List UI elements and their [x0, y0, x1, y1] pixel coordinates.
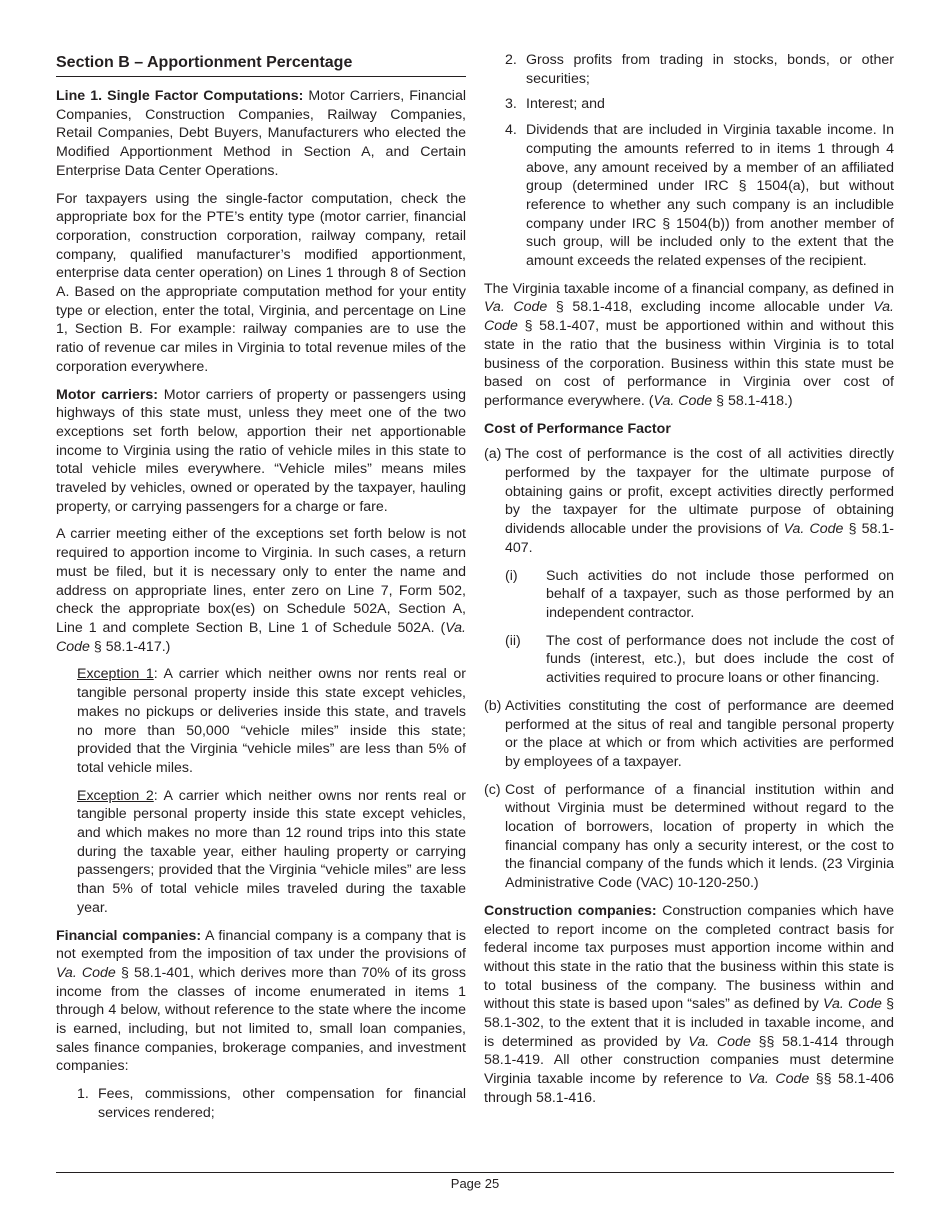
- cop-item-a-i: [484, 567, 894, 623]
- paragraph-text: § 58.1-418.): [712, 392, 793, 409]
- list-item-text: Dividends that are included in Virginia taxable income. In computing the amounts referred to in items 1 through 4 above, any amount received by a member of an affiliated group (determined under IRC § 1504(a), but without reference to whether any such company is an includible company under IRC § 1504(b)) from another member of such group, will be included only to the extent that the amount exceeds the related expenses of the recipient.: [526, 122, 894, 270]
- item-label: (c): [484, 781, 501, 798]
- item-label: (ii): [505, 632, 521, 649]
- list-number: 3.: [505, 96, 517, 113]
- list-item: [484, 51, 894, 88]
- list-item: [484, 121, 894, 271]
- list-item-text: Interest; and: [526, 96, 605, 113]
- financial-text-end: § 58.1-401, which derives more than 70% of its gross income from the classes of income enumerated in items 1 through 4 below, without reference to the state where the income is earned, including, but not limited to, small loan companies, sales finance companies, brokerage companies, and investment companies:: [56, 964, 466, 1075]
- financial-income-paragraph: [484, 280, 894, 411]
- financial-companies-paragraph: [56, 927, 466, 1077]
- list-number: 1.: [77, 1086, 89, 1103]
- list-number: 4.: [505, 122, 517, 139]
- motor-carriers-paragraph: [56, 386, 466, 517]
- paragraph-text: § 58.1-407, must be apportioned within and without this state in the ratio that the business within Virginia is to total business of the corporation. Business within this state must be based on cost of performance in Virginia over cost of performance everywhere. (: [484, 318, 894, 409]
- code-citation: Va. Code: [56, 619, 466, 655]
- code-citation: Va. Code: [56, 964, 116, 981]
- paragraph-text: § 58.1-302, to the extent that it is included in taxable income, and is determined as provided by: [484, 996, 894, 1050]
- paragraph-text: §§ 58.1-414 through 58.1-419. All other construction companies must determine Virginia taxable income by reference to: [484, 1033, 895, 1088]
- paragraph-text: §§ 58.1-406 through 58.1-416.: [484, 1071, 894, 1106]
- carrier-exceptions-paragraph: [56, 525, 466, 656]
- code-citation: Va. Code: [484, 299, 894, 335]
- cop-item-a-ii: [484, 632, 894, 688]
- item-label: (b): [484, 697, 502, 714]
- footer-divider: [56, 1172, 894, 1173]
- cop-item-c: [484, 781, 894, 893]
- construction-companies-heading: Construction companies:: [484, 902, 657, 919]
- financial-companies-heading: Financial companies:: [56, 927, 202, 944]
- exception-2-paragraph: [77, 787, 466, 918]
- code-citation: Va. Code: [484, 299, 548, 316]
- right-column: [484, 51, 894, 1117]
- item-text: The cost of performance does not include the cost of funds (interest, etc.), but does include the cost of activities required to procure loans or other financing.: [546, 632, 894, 687]
- list-number: 2.: [505, 52, 517, 68]
- code-citation: Va. Code: [688, 1033, 751, 1050]
- list-item-text: Gross profits from trading in stocks, bonds, or other securities;: [526, 52, 894, 87]
- exception-2-label: Exception 2: [77, 787, 154, 804]
- page-number: Page 25: [450, 1176, 500, 1191]
- code-citation: Va. Code: [783, 521, 844, 538]
- income-classes-list: [56, 1085, 466, 1122]
- code-citation: Va. Code: [748, 1071, 810, 1088]
- financial-text: A financial company is a company that is not exempted from the imposition of tax under the provisions of: [56, 927, 466, 963]
- paragraph-text: The Virginia taxable income of a financial company, as defined in: [484, 280, 894, 297]
- item-text: Such activities do not include those performed on behalf of a taxpayer, such as those performed by an independent contractor.: [546, 567, 894, 621]
- item-label: (i): [505, 567, 518, 584]
- code-citation: Va. Code: [653, 392, 713, 409]
- item-text: Cost of performance of a financial institution within and without Virginia must be determined without regard to the location of borrowers, location of property in which the financial company has only a security interest, or the cost to the financial company of the funds which it lends. (23 Virginia Administrative Code (VAC) 10-120-250.): [505, 781, 894, 892]
- left-column: [56, 51, 466, 1132]
- construction-companies-paragraph: [484, 902, 894, 1108]
- list-item: [56, 1085, 466, 1122]
- exception-1-text: : A carrier which neither owns nor rents real or tangible personal property inside this state except vehicles, makes no pickups or deliveries inside this state, and travels no more than 50,000 “vehicle miles” inside this state; provided that the Virginia “vehicle miles” are less than 5% of total vehicle miles.: [77, 666, 466, 776]
- list-item-text: Fees, commissions, other compensation for financial services rendered;: [98, 1086, 466, 1121]
- paragraph-text: Construction companies which have elected to report income on the completed contract basis for federal income tax purposes must apportion income within and without this state in the ratio that the business within this state is to total business of the company. The business within and without this state is based upon “sales” as defined by: [484, 902, 895, 1013]
- cop-item-b: [484, 697, 894, 772]
- exception-2-text: : A carrier which neither owns nor rents real or tangible personal property inside this state except vehicles, and which makes no more than 12 round trips into this state during the taxable year, either hauling property or carrying passengers; provided that the Virginia “vehicle miles” are less than 5% of total vehicle miles traveled during the taxable year.: [77, 787, 466, 916]
- line1-text: Motor Carriers, Financial Companies, Construction Companies, Railway Companies, Retail Companies, Debt Buyers, Manufacturers who elected the Modified Apportionment Method in Section A, and Certain Enterprise Data Center Operations.: [56, 88, 466, 179]
- section-title: Section B – Apportionment Percentage: [56, 51, 466, 77]
- cop-item-a: [484, 445, 894, 557]
- carrier-text: A carrier meeting either of the exceptions set forth below is not required to apportion income to Virginia. In such cases, a return must be filed, but it is necessary only to enter the name and address on appropriate lines, enter zero on Line 7, Form 502, check the appropriate box(es) on Schedule 502A, Section A, Line 1 and complete Section B, Line 1 of Schedule 502A. (: [56, 526, 466, 636]
- code-citation: Va. Code: [823, 996, 882, 1013]
- paragraph-text: § 58.1-418, excluding income allocable under: [547, 299, 874, 316]
- item-text-end: § 58.1-407.: [505, 521, 894, 556]
- list-item: [484, 95, 894, 114]
- motor-carriers-heading: Motor carriers:: [56, 386, 158, 403]
- item-label: (a): [484, 446, 502, 463]
- income-classes-list-continued: [484, 51, 894, 271]
- item-text: Activities constituting the cost of performance are deemed performed at the situs of real and tangible personal property or the place at which or from which activities are performed by employees of a taxpayer.: [505, 697, 894, 770]
- cost-of-performance-heading: Cost of Performance Factor: [484, 420, 671, 437]
- single-factor-paragraph: For taxpayers using the single-factor computation, check the appropriate box for the PTE’s entity type (motor carrier, financial corporation, construction corporation, railway company, retail company, qualified manufacturer’s modified apportionment, enterprise data center operation) on Lines 1 through 8 of Section A. Based on the appropriate computation method for your entity type or election, enter the total, Virginia, and percentage on Line 1, Section B. For example: railway companies are to use the ratio of revenue car miles in Virginia to total revenue miles of the corporation everywhere.: [56, 190, 466, 375]
- line1-heading: Line 1. Single Factor Computations:: [56, 88, 304, 104]
- exception-1-label: Exception 1: [77, 666, 154, 683]
- line1-paragraph: [56, 87, 466, 181]
- carrier-text-end: § 58.1-417.): [89, 638, 171, 655]
- item-text: The cost of performance is the cost of all activities directly performed by the taxpayer for the ultimate purpose of obtaining gains or profit, except activities directly performed by the taxpayer for the ultimate purpose of obtaining dividends allocable under the provisions of: [505, 446, 894, 538]
- motor-carriers-text: Motor carriers of property or passengers using highways of this state must, unless they meet one of the two exceptions set forth below, apportion their net apportionable income to Virginia using the ratio of vehicle miles in this state to total vehicle miles everywhere. “Vehicle miles” means miles traveled by vehicles, owned or operated by the taxpayer, hauling property, or carrying passengers for a charge or fare.: [56, 386, 466, 515]
- exception-1-paragraph: [77, 665, 466, 777]
